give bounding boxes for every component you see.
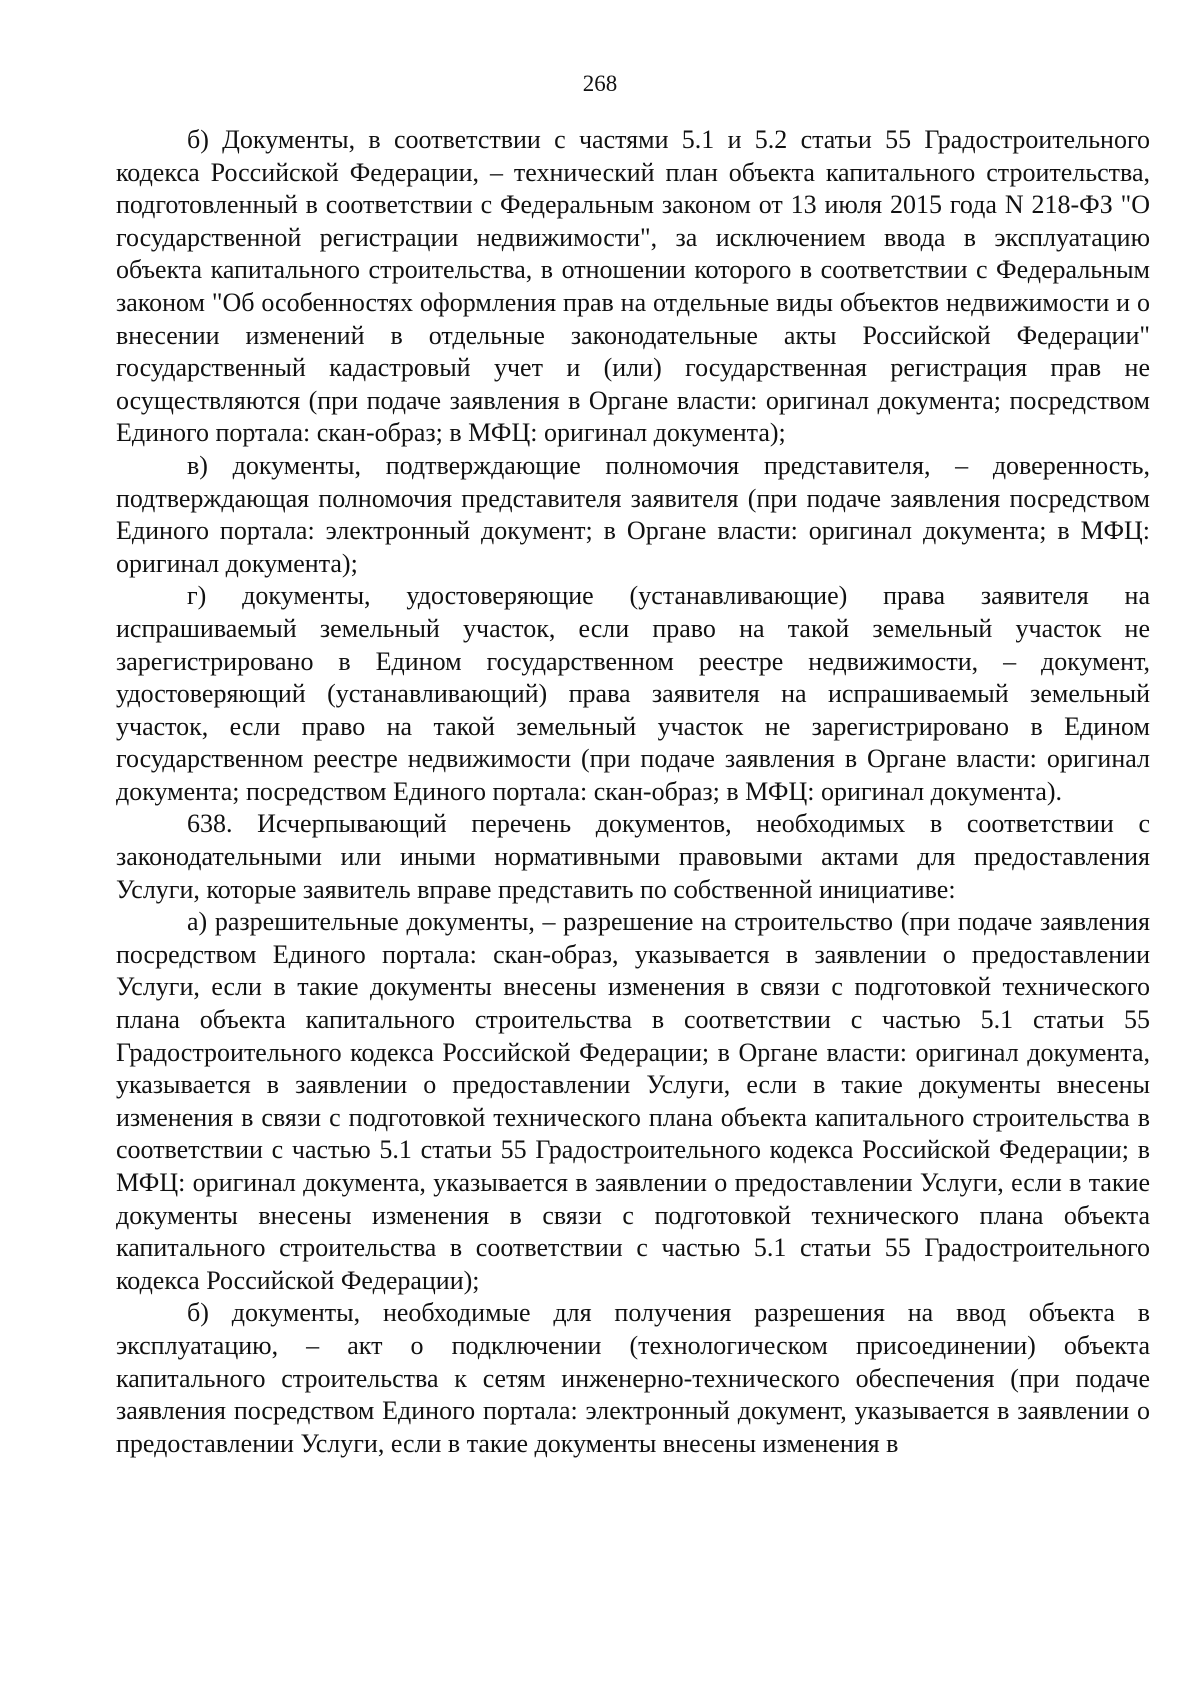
- document-body: [116, 124, 1150, 1460]
- paragraph-g-land-rights: г) документы, удостоверяющие (устанавливающие) права заявителя на испрашиваемый земельный участок, если право на такой земельный участок не зарегистрировано в Едином государственном реестре недвижимости, – документ, удостоверяющий (устанавливающий) права заявителя на испрашиваемый земельный участок, если право на такой земельный участок не зарегистрировано в Едином государственном реестре недвижимости (при подаче заявления в Органе власти: оригинал документа; посредством Единого портала: скан-образ; в МФЦ: оригинал документа).: [116, 581, 1150, 806]
- paragraph-a-permit-documents: а) разрешительные документы, – разрешение на строительство (при подаче заявления посредством Единого портала: скан-образ, указывается в заявлении о предоставлении Услуги, если в такие документы внесены изменения в связи с подготовкой технического плана объекта капитального строительства в соответствии с частью 5.1 статьи 55 Градостроительного кодекса Российской Федерации; в Органе власти: оригинал документа, указывается в заявлении о предоставлении Услуги, если в такие документы внесены изменения в связи с подготовкой технического плана объекта капитального строительства в соответствии с частью 5.1 статьи 55 Градостроительного кодекса Российской Федерации; в МФЦ: оригинал документа, указывается в заявлении о предоставлении Услуги, если в такие документы внесены изменения в связи с подготовкой технического плана объекта капитального строительства в соответствии с частью 5.1 статьи 55 Градостроительного кодекса Российской Федерации);: [116, 907, 1150, 1295]
- paragraph-v-representative-authority: в) документы, подтверждающие полномочия представителя, – доверенность, подтверждающая полномочия представителя заявителя (при подаче заявления посредством Единого портала: электронный документ; в Органе власти: оригинал документа; в МФЦ: оригинал документа);: [116, 450, 1150, 578]
- page-number: 268: [582, 71, 618, 96]
- paragraph-b-technical-plan: б) Документы, в соответствии с частями 5.1 и 5.2 статьи 55 Градостроительного кодекса Российской Федерации, – технический план объекта капитального строительства, подготовленный в соответствии с Федеральным законом от 13 июля 2015 года N 218-ФЗ "О государственной регистрации недвижимости", за исключением ввода в эксплуатацию объекта капитального строительства, в отношении которого в соответствии с Федеральным законом "Об особенностях оформления прав на отдельные виды объектов недвижимости и о внесении изменений в отдельные законодательные акты Российской Федерации" государственный кадастровый учет и (или) государственная регистрация прав не осуществляются (при подаче заявления в Органе власти: оригинал документа; посредством Единого портала: скан-образ; в МФЦ: оригинал документа);: [116, 125, 1150, 448]
- paragraph-b-commissioning-documents: б) документы, необходимые для получения разрешения на ввод объекта в эксплуатацию, – акт о подключении (технологическом присоединении) объекта капитального строительства к сетям инженерно-технического обеспечения (при подаче заявления посредством Единого портала: электронный документ, указывается в заявлении о предоставлении Услуги, если в такие документы внесены изменения в: [116, 1298, 1150, 1458]
- paragraph-638-document-list: 638. Исчерпывающий перечень документов, необходимых в соответствии с законодательными или иными нормативными правовыми актами для предоставления Услуги, которые заявитель вправе представить по собственной инициативе:: [116, 809, 1150, 904]
